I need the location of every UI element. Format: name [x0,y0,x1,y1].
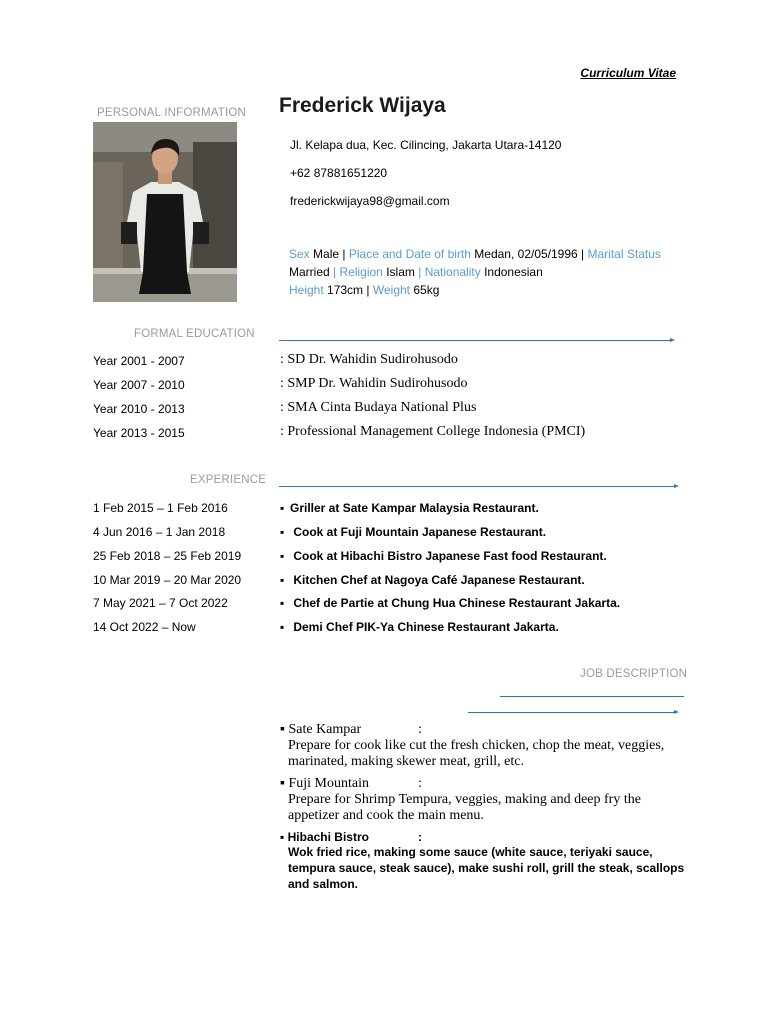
job-place: Fuji Mountain [288,776,369,791]
job-description-item [280,830,690,892]
religion-label: Religion [339,265,383,279]
weight-value: 65kg [413,283,440,297]
education-years: Year 2010 - 2013 [93,402,185,416]
education-years: Year 2013 - 2015 [93,426,185,440]
candidate-name [279,94,446,118]
experience-role-text: Cook at Fuji Mountain Japanese Restaurant. [293,525,547,539]
bullet-icon: ▪ [280,722,285,737]
job-description-item [280,722,690,770]
experience-role-text: Chef de Partie at Chung Hua Chinese Restaurant Jakarta. [293,596,621,610]
section-label-education: FORMAL EDUCATION [134,328,255,340]
section-label-personal: PERSONAL INFORMATION [97,107,247,119]
bullet-icon: ▪ [280,501,285,515]
separator-accent: | [418,265,422,279]
birth-label: Place and Date of birth [348,247,471,261]
experience-period: 1 Feb 2015 – 1 Feb 2016 [93,501,228,515]
bullet-icon: ▪ [280,573,285,587]
section-label-job-description: JOB DESCRIPTION [580,668,688,680]
separator: | [581,247,585,261]
chef-portrait-image [93,122,237,302]
education-years: Year 2001 - 2007 [93,354,185,368]
experience-role-text: Griller at Sate Kampar Malaysia Restaurant. [290,501,539,515]
height-label: Height [289,283,324,297]
nationality-value: Indonesian [484,265,543,279]
height-value: 173cm [327,283,364,297]
address-text: Jl. Kelapa dua, Kec. Cilincing, Jakarta Utara-14120 [290,138,562,152]
profile-photo [93,122,237,302]
nationality-label: Nationality [424,265,481,279]
weight-label: Weight [372,283,411,297]
experience-role [280,525,546,539]
phone-text: +62 87881651220 [290,166,388,180]
job-colon: : [418,722,422,737]
separator: | [366,283,370,297]
job-description-text: Prepare for Shrimp Tempura, veggies, making and deep fry the appetizer and cook the main menu. [288,792,641,823]
bullet-icon: ▪ [280,525,285,539]
separator: | [342,247,346,261]
experience-role [280,573,585,587]
marital-value: Married [289,265,330,279]
marital-label: Marital Status [587,247,661,261]
bullet-icon: ▪ [280,549,285,563]
education-school: : SMP Dr. Wahidin Sudirohusodo [280,376,468,391]
job-description-text: Prepare for cook like cut the fresh chicken, chop the meat, veggies, marinated, making skewer meat, grill, etc. [288,738,665,769]
religion-value: Islam [386,265,415,279]
experience-period: 14 Oct 2022 – Now [93,620,196,634]
education-years: Year 2007 - 2010 [93,378,185,392]
experience-role [280,620,559,634]
email-text: frederickwijaya98@gmail.com [290,194,450,208]
bullet-icon: ▪ [280,830,285,844]
section-divider [468,712,676,713]
separator-accent: | [333,265,337,279]
experience-role [280,549,607,563]
sex-label: Sex [289,247,310,261]
experience-role [280,501,539,515]
experience-role-text: Demi Chef PIK-Ya Chinese Restaurant Jakarta. [293,620,559,634]
bullet-icon: ▪ [280,620,285,634]
birth-value: Medan, 02/05/1996 [474,247,578,261]
document-title: Curriculum Vitae [580,66,676,80]
personal-details [289,245,679,299]
job-colon: : [418,830,422,844]
job-place: Hibachi Bistro [287,830,369,844]
experience-period: 4 Jun 2016 – 1 Jan 2018 [93,525,226,539]
experience-period: 7 May 2021 – 7 Oct 2022 [93,596,228,610]
section-divider [500,696,684,697]
education-school: : SD Dr. Wahidin Sudirohusodo [280,352,458,367]
job-description-text: Wok fried rice, making some sauce (white sauce, teriyaki sauce, tempura sauce, steak sauce), make sushi roll, grill the steak, scallops and salmon. [288,845,685,891]
section-label-experience: EXPERIENCE [190,474,267,486]
education-school: : Professional Management College Indonesia (PMCI) [280,424,586,439]
education-school: : SMA Cinta Budaya National Plus [280,400,477,415]
experience-role-text: Kitchen Chef at Nagoya Café Japanese Restaurant. [293,573,585,587]
candidate-name-text: Frederick Wijaya [279,94,446,117]
experience-period: 25 Feb 2018 – 25 Feb 2019 [93,549,242,563]
job-description-item [280,776,690,824]
section-divider [279,486,676,487]
sex-value: Male [313,247,340,261]
experience-period: 10 Mar 2019 – 20 Mar 2020 [93,573,242,587]
bullet-icon: ▪ [280,776,285,791]
experience-role-text: Cook at Hibachi Bistro Japanese Fast food Restaurant. [293,549,607,563]
bullet-icon: ▪ [280,596,285,610]
job-colon: : [418,776,422,791]
experience-role [280,596,620,610]
job-place: Sate Kampar [288,722,362,737]
section-divider [279,340,672,341]
